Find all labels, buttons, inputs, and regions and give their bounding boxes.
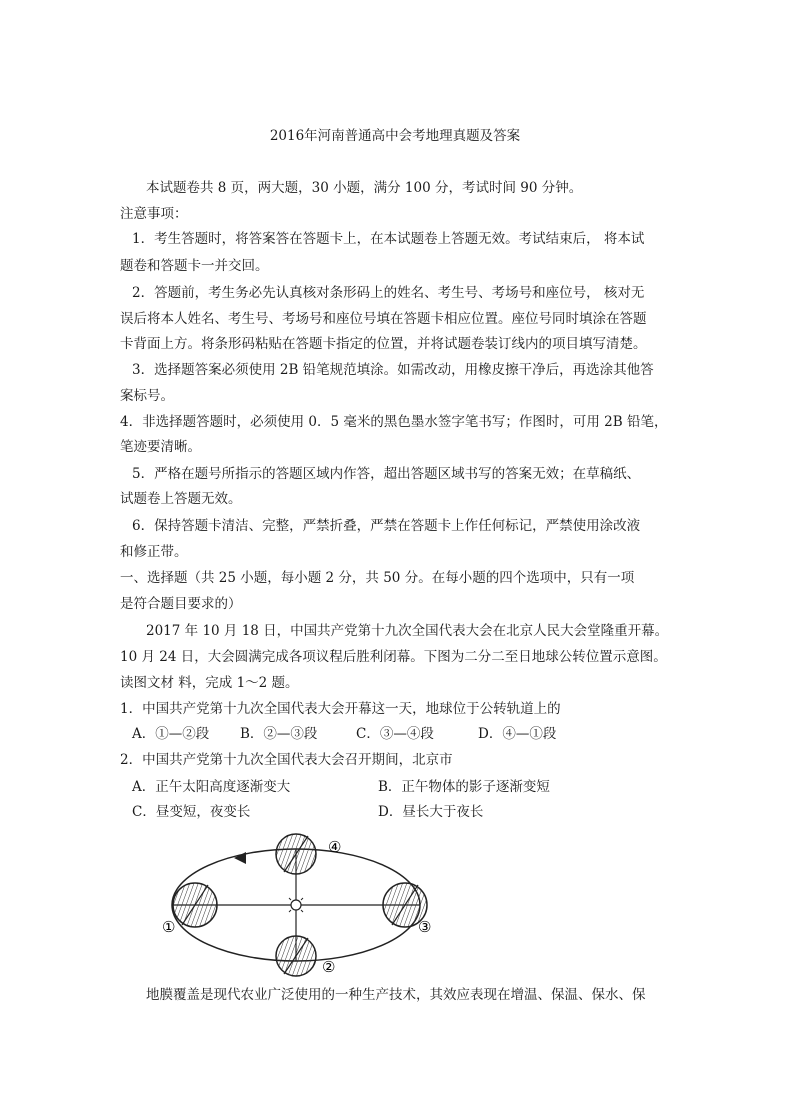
question-1-option-c: C．③—④段 <box>356 726 434 742</box>
next-material-line: 地膜覆盖是现代农业广泛使用的一种生产技术，其效应表现在增温、保温、保水、保 <box>146 987 646 1003</box>
label-1: ① <box>162 918 176 936</box>
earth-position-4 <box>276 834 316 874</box>
question-1-option-d: D．④—①段 <box>478 726 557 742</box>
material-line: 10 月 24 日，大会圆满完成各项议程后胜利闭幕。下图为二分二至日地球公转位置示意图。 <box>120 649 667 665</box>
sun-icon <box>286 895 306 915</box>
note-line: 6．保持答题卡清洁、完整，严禁折叠，严禁在答题卡上作任何标记，严禁使用涂改液 <box>132 518 641 534</box>
note-line: 和修正带。 <box>120 544 188 560</box>
question-1-option-b: B．②—③段 <box>240 726 318 742</box>
material-line: 2017 年 10 月 18 日，中国共产党第十九次全国代表大会在北京人民大会堂隆重开幕。 <box>146 623 669 639</box>
note-line: 误后将本人姓名、考生号、考场号和座位号填在答题卡相应位置。座位号同时填涂在答题 <box>120 311 647 327</box>
earth-position-1 <box>173 883 217 927</box>
note-line: 3．选择题答案必须使用 2B 铅笔规范填涂。如需改动，用橡皮擦干净后，再选涂其他答 <box>132 362 654 378</box>
question-2-option-c: C．昼变短，夜变长 <box>132 804 251 820</box>
note-line: 5．严格在题号所指示的答题区域内作答，超出答题区域书写的答案无效；在草稿纸、 <box>132 466 641 482</box>
material-line: 读图文材 料，完成 1～2 题。 <box>120 675 299 691</box>
note-line: 题卷和答题卡一并交回。 <box>120 258 269 274</box>
note-line: 试题卷上答题无效。 <box>120 491 242 507</box>
question-2-option-a: A．正午太阳高度逐渐变大 <box>132 779 291 795</box>
question-1-option-a: A．①—②段 <box>132 726 210 742</box>
earth-orbit-diagram <box>150 828 450 978</box>
question-2-option-d: D．昼长大于夜长 <box>378 804 484 820</box>
label-4: ④ <box>328 838 342 856</box>
label-3: ③ <box>418 918 432 936</box>
earth-position-2 <box>276 936 316 976</box>
note-line: 4．非选择题答题时，必须使用 0．5 毫米的黑色墨水签字笔书写；作图时，可用 2B 铅笔， <box>120 414 668 430</box>
note-line: 卡背面上方。将条形码粘贴在答题卡指定的位置，并将试题卷装订线内的项目填写清楚。 <box>120 336 647 352</box>
document-title: 2016年河南普通高中会考地理真题及答案 <box>269 128 521 144</box>
note-line: 1．考生答题时，将答案答在答题卡上，在本试题卷上答题无效。考试结束后， 将本试 <box>132 231 645 247</box>
intro-paragraph: 本试题卷共 8 页，两大题，30 小题，满分 100 分，考试时间 90 分钟。 <box>146 180 583 196</box>
question-2-option-b: B．正午物体的影子逐渐变短 <box>378 779 550 795</box>
notes-heading: 注意事项： <box>120 206 188 222</box>
note-line: 笔迹要清晰。 <box>120 439 201 455</box>
orbit-direction-arrow <box>234 852 246 864</box>
section-heading-cont: 是符合题目要求的） <box>120 596 242 612</box>
section-heading: 一、选择题（共 25 小题，每小题 2 分，共 50 分。在每小题的四个选项中，只有一项 <box>120 570 635 586</box>
question-2-stem: 2．中国共产党第十九次全国代表大会召开期间，北京市 <box>120 752 453 768</box>
note-line: 2．答题前，考生务必先认真核对条形码上的姓名、考生号、考场号和座位号， 核对无 <box>132 285 645 301</box>
note-line: 案标号。 <box>120 388 174 404</box>
question-1-stem: 1．中国共产党第十九次全国代表大会开幕这一天，地球位于公转轨道上的 <box>120 701 561 717</box>
label-2: ② <box>322 958 336 976</box>
